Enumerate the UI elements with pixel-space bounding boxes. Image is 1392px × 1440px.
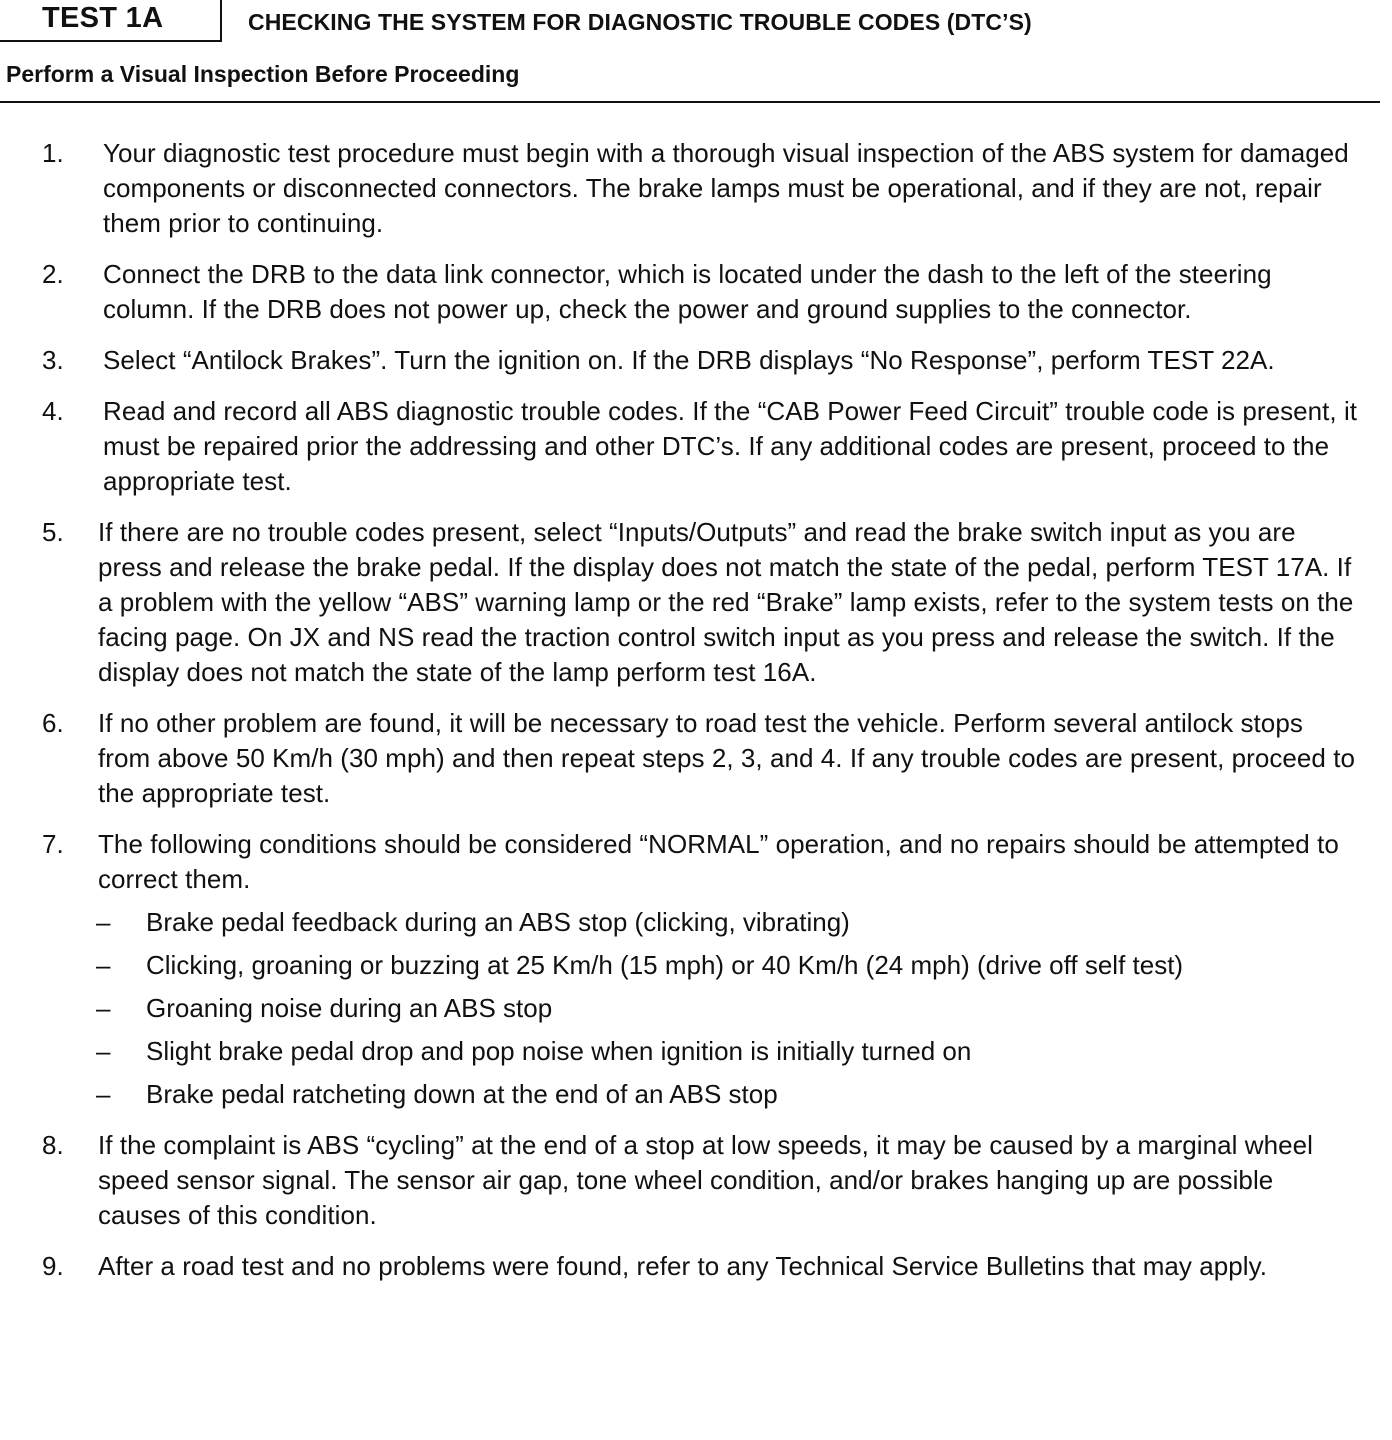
list-item-text: Groaning noise during an ABS stop: [146, 993, 553, 1023]
step-number: 6.: [42, 708, 64, 738]
step-9: [0, 1249, 1392, 1284]
dash-marker: –: [96, 907, 111, 937]
normal-conditions-list: [0, 905, 1392, 1112]
test-title: CHECKING THE SYSTEM FOR DIAGNOSTIC TROUBLE CODES (DTC’S): [248, 9, 1032, 35]
step-1: [0, 136, 1392, 241]
step-text: If no other problem are found, it will be necessary to road test the vehicle. Perform several antilock stops from above 50 Km/h (30 mph) and then repeat steps 2, 3, and 4. If any trouble codes are present, proceed to the appropriate test.: [98, 708, 1355, 808]
step-number: 8.: [42, 1130, 64, 1160]
header-divider: [0, 101, 1380, 103]
test-id-box: TEST 1A: [0, 0, 222, 42]
dash-marker: –: [96, 1079, 111, 1109]
list-item: [0, 905, 1392, 940]
step-number: 4.: [42, 396, 64, 426]
list-item-text: Clicking, groaning or buzzing at 25 Km/h (15 mph) or 40 Km/h (24 mph) (drive off self test): [146, 950, 1184, 980]
step-number: 5.: [42, 517, 64, 547]
step-3: [0, 343, 1392, 378]
test-header: [0, 0, 1392, 44]
step-number: 1.: [42, 138, 64, 168]
list-item: [0, 1034, 1392, 1069]
list-item: [0, 991, 1392, 1026]
step-2: [0, 257, 1392, 327]
step-number: 7.: [42, 829, 64, 859]
list-item-text: Brake pedal feedback during an ABS stop (clicking, vibrating): [146, 907, 850, 937]
step-number: 2.: [42, 259, 64, 289]
step-text: If there are no trouble codes present, select “Inputs/Outputs” and read the brake switch input as you are press and release the brake pedal. If the display does not match the state of the pedal, perform TEST 17A. If a problem with the yellow “ABS” warning lamp or the red “Brake” lamp exists, refer to the system tests on the facing page. On JX and NS read the traction control switch input as you press and release the switch. If the display does not match the state of the lamp perform test 16A.: [98, 517, 1354, 687]
list-item: [0, 948, 1392, 983]
list-item: [0, 1077, 1392, 1112]
step-text: After a road test and no problems were found, refer to any Technical Service Bulletins that may apply.: [98, 1251, 1267, 1281]
list-item-text: Slight brake pedal drop and pop noise when ignition is initially turned on: [146, 1036, 972, 1066]
step-text: Read and record all ABS diagnostic trouble codes. If the “CAB Power Feed Circuit” trouble code is present, it must be repaired prior the addressing and other DTC’s. If any additional codes are present, proceed to the appropriate test.: [103, 396, 1358, 496]
step-5: [0, 515, 1392, 690]
step-text: If the complaint is ABS “cycling” at the end of a stop at low speeds, it may be caused by a marginal wheel speed sensor signal. The sensor air gap, tone wheel condition, and/or brakes hanging up are possible causes of this condition.: [98, 1130, 1313, 1230]
step-number: 3.: [42, 345, 64, 375]
step-7: [0, 827, 1392, 1112]
step-text: Select “Antilock Brakes”. Turn the ignition on. If the DRB displays “No Response”, perform TEST 22A.: [103, 345, 1275, 375]
step-8: [0, 1128, 1392, 1233]
dash-marker: –: [96, 950, 111, 980]
step-4: [0, 394, 1392, 499]
step-text: Connect the DRB to the data link connector, which is located under the dash to the left of the steering column. If the DRB does not power up, check the power and ground supplies to the connector.: [103, 259, 1272, 324]
dash-marker: –: [96, 993, 111, 1023]
dash-marker: –: [96, 1036, 111, 1066]
step-number: 9.: [42, 1251, 64, 1281]
section-subheading: Perform a Visual Inspection Before Proceeding: [6, 61, 520, 87]
list-item-text: Brake pedal ratcheting down at the end of an ABS stop: [146, 1079, 778, 1109]
step-text: The following conditions should be considered “NORMAL” operation, and no repairs should be attempted to correct them.: [98, 829, 1339, 894]
step-6: [0, 706, 1392, 811]
procedure-steps: [0, 136, 1392, 1300]
step-text: Your diagnostic test procedure must begin with a thorough visual inspection of the ABS system for damaged components or disconnected connectors. The brake lamps must be operational, and if they are not, repair them prior to continuing.: [103, 138, 1349, 238]
